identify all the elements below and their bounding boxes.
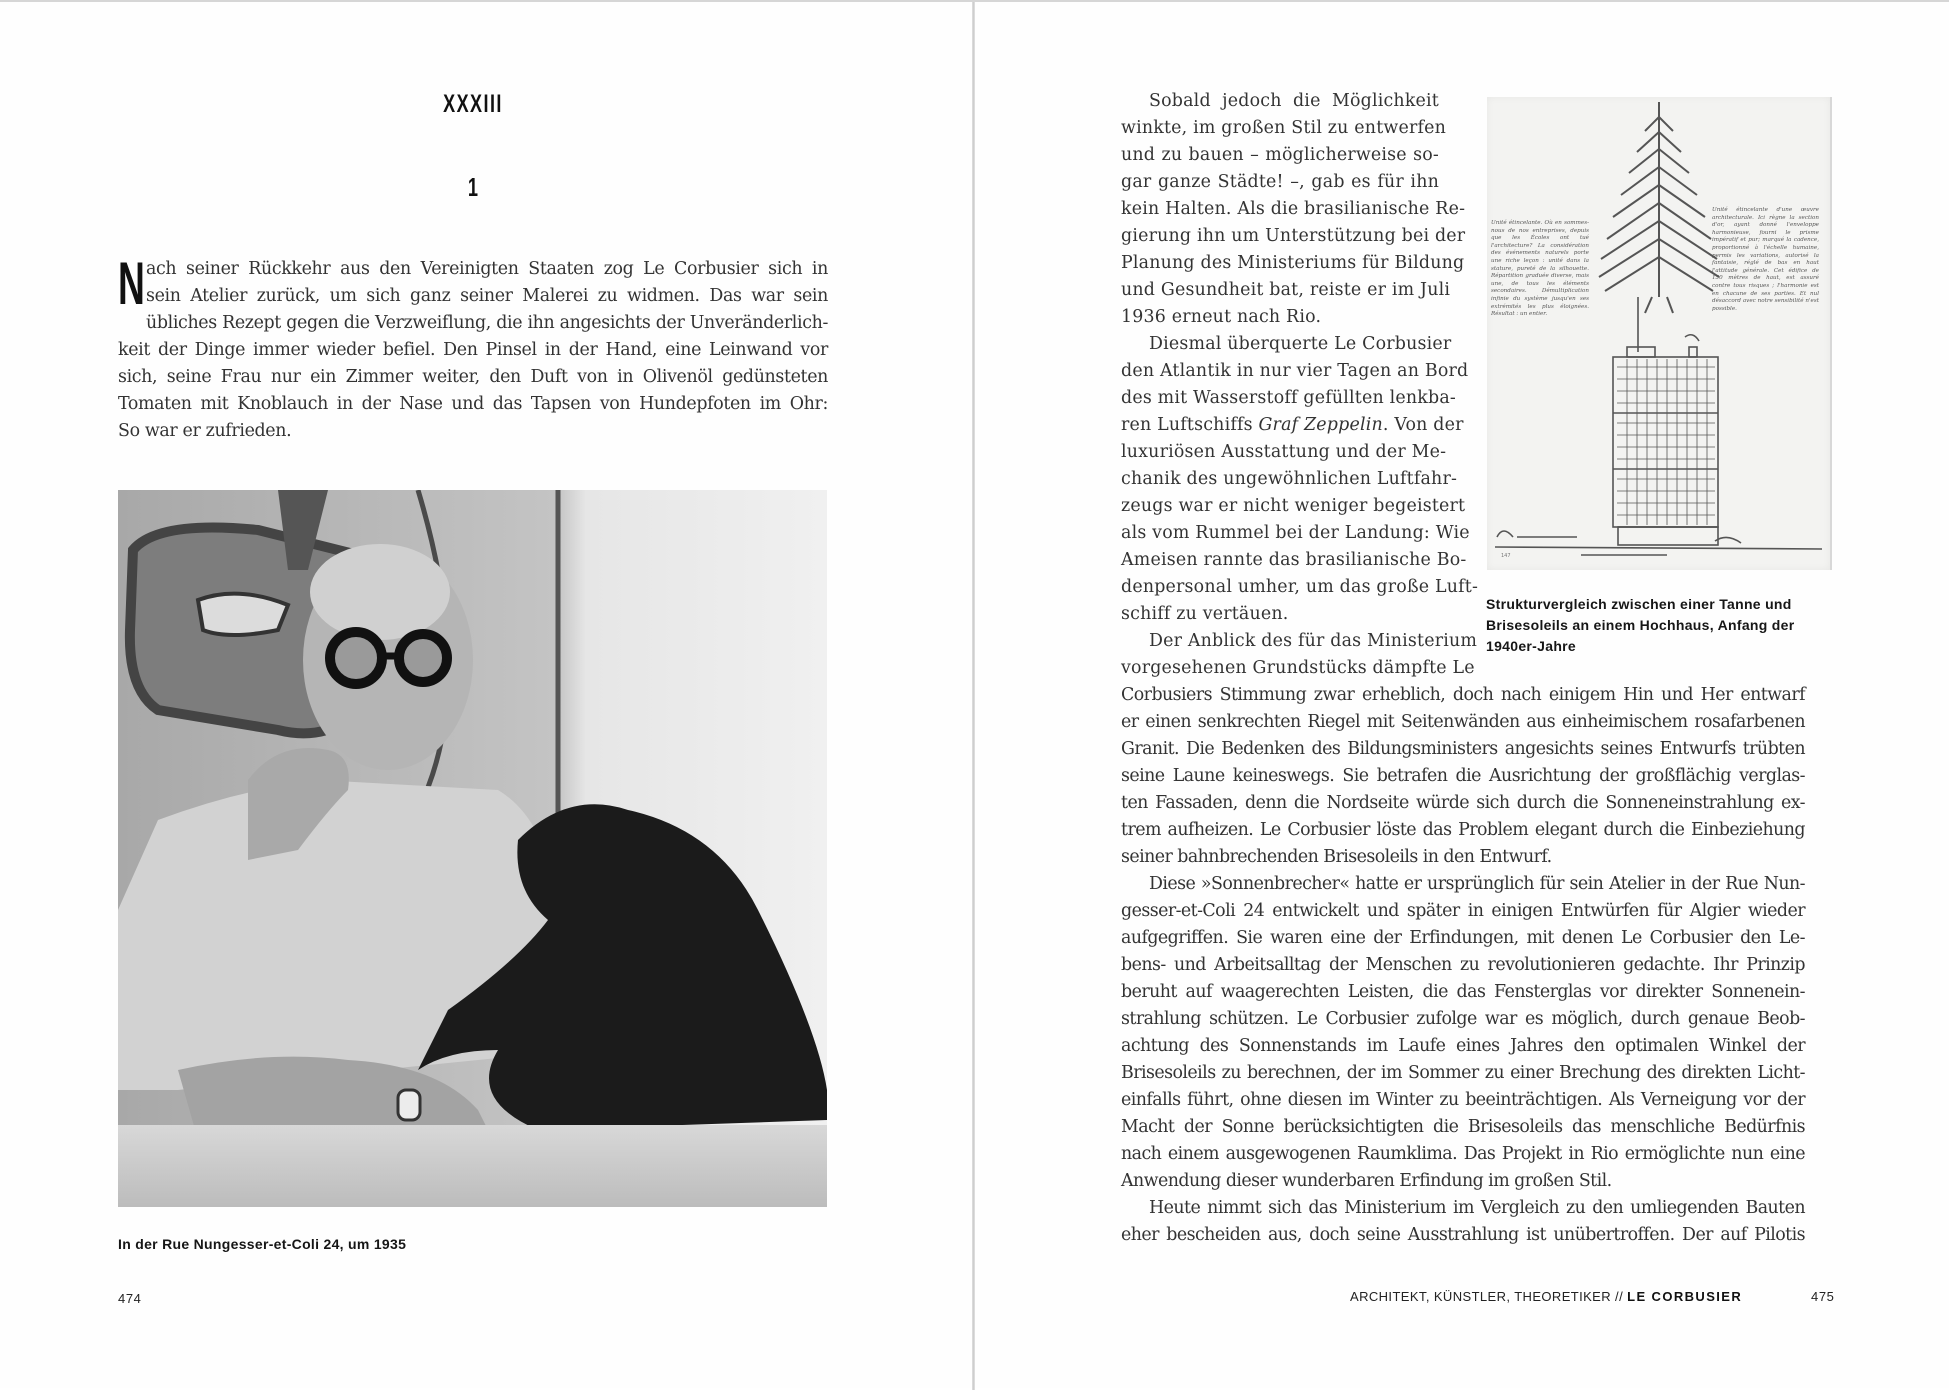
text-line: Brisesoleils zu berechnen, der im Sommer zu einer Brechung des direkten Licht-	[1121, 1063, 1805, 1083]
text-line: gar ganze Städte! –, gab es für ihn	[1121, 172, 1439, 192]
text-line: Der Anblick des für das Ministerium	[1149, 631, 1478, 651]
tree-building-sketch	[1487, 97, 1832, 570]
text-line: ach seiner Rückkehr aus den Vereinigten Staaten zog Le Corbusier sich in	[146, 259, 828, 279]
italic-title: Graf Zeppelin	[1258, 415, 1383, 435]
running-head	[1350, 1289, 1742, 1304]
text-line: So war er zufrieden.	[118, 421, 292, 441]
text-line: zeugs war er nicht weniger begeistert	[1121, 496, 1466, 516]
high-rise-icon	[1495, 297, 1822, 555]
text-line: Sobald jedoch die Möglichkeit	[1149, 91, 1439, 111]
text-line: gierung ihn um Unterstützung bei der	[1121, 226, 1466, 246]
page-number-right: 475	[1811, 1289, 1835, 1304]
text-line: beruht auf waagerechten Leisten, die das Fensterglas vor direkter Sonnenein-	[1121, 982, 1805, 1002]
text-line: luxuriösen Ausstattung und der Me-	[1121, 442, 1447, 462]
wide-column-text	[1121, 682, 1805, 1249]
text-line: strahlung schützen. Le Corbusier zufolge war es möglich, durch genaue Beob-	[1121, 1009, 1805, 1029]
text-line: Diese »Sonnenbrecher« hatte er ursprünglich für sein Atelier in der Rue Nun-	[1149, 874, 1805, 894]
text-line: sich, seine Frau nur ein Zimmer weiter, den Duft von in Olivenöl gedünsteten	[118, 367, 828, 387]
text-line: den Atlantik in nur vier Tagen an Bord	[1121, 361, 1469, 381]
page-number-left: 474	[118, 1291, 142, 1306]
narrow-column-text	[1121, 88, 1479, 682]
text-line: Heute nimmt sich das Ministerium im Vergleich zu den umliegenden Bauten	[1149, 1198, 1805, 1218]
text-line: ren Luftschiffs Graf Zeppelin. Von der	[1121, 415, 1464, 435]
text-line: übliches Rezept gegen die Verzweiflung, die ihn angesichts der Unveränderlich-	[146, 313, 828, 333]
text-line: nach einem ausgewogenen Raumklima. Das Projekt in Rio ermöglichte nun eine	[1121, 1144, 1805, 1164]
fir-tree-icon	[1599, 102, 1719, 313]
text-line: einfalls führt, ohne diesen im Winter zu beeinträchtigen. Als Verneigung vor der	[1121, 1090, 1805, 1110]
section-number: 1	[467, 172, 479, 202]
sketch-drawing	[1487, 97, 1830, 570]
text-line: Ameisen rannte das brasilianische Bo-	[1121, 550, 1467, 570]
text-line: 1936 erneut nach Rio.	[1121, 307, 1322, 327]
text-line: Diesmal überquerte Le Corbusier	[1149, 334, 1452, 354]
text-line: achtung des Sonnenstands im Laufe eines Jahres den optimalen Winkel der	[1121, 1036, 1805, 1056]
text-line: eher bescheiden aus, doch seine Ausstrahlung ist unübertroffen. Der auf Pilotis	[1121, 1225, 1805, 1245]
text-line: vorgesehenen Grundstücks dämpfte Le	[1121, 658, 1475, 678]
opening-paragraph	[118, 250, 828, 445]
text-line: keit der Dinge immer wieder befiel. Den Pinsel in der Hand, eine Leinwand vor	[118, 340, 828, 360]
text-line: bens- und Arbeitsalltag der Menschen zu revolutionieren gedachte. Ihr Prinzip	[1121, 955, 1805, 975]
text-line: er einen senkrechten Riegel mit Seitenwänden aus einheimischem rosafarbenen	[1121, 712, 1805, 732]
text-line: Anwendung dieser wunderbaren Erfindung im großen Stil.	[1121, 1171, 1612, 1191]
text-line: Corbusiers Stimmung zwar erheblich, doch nach einigem Hin und Her entwarf	[1121, 685, 1805, 705]
caption-line: Strukturvergleich zwischen einer Tanne und	[1486, 596, 1792, 612]
text-line: denpersonal umher, um das große Luft-	[1121, 577, 1479, 597]
text-line: winkte, im großen Stil zu entwerfen	[1121, 118, 1446, 138]
plate-number: 147	[1501, 553, 1511, 559]
left-page	[0, 2, 972, 1390]
photo-caption: In der Rue Nungesser-et-Coli 24, um 1935	[118, 1236, 407, 1252]
text-line: Planung des Ministeriums für Bildung	[1121, 253, 1465, 273]
text-line: schiff zu vertäuen.	[1121, 604, 1289, 624]
paragraph-lines	[118, 250, 828, 445]
chapter-number: XXXIII	[443, 90, 503, 118]
sketch-note-left: Unité étincelante. Où en sommes-nous de nos entreprises, depuis que les Écoles ont tué l'architecture? La considération des événements naturels porte une riche leçon : unité dans la stature, pureté de la silhouette. Répartition graduée diverse, mais une, de tous les éléments secondaires. Démultiplication infinie du système jusqu'en ses extrémités les plus éloignées. Résultat : un entier.	[1491, 220, 1589, 318]
running-head-name: LE CORBUSIER	[1627, 1289, 1743, 1304]
text-line: trem aufheizen. Le Corbusier löste das Problem elegant durch die Einbeziehung	[1121, 820, 1805, 840]
text-line: gesser-et-Coli 24 entwickelt und später in einigen Entwürfen für Algier wieder	[1121, 901, 1805, 921]
right-page	[975, 2, 1949, 1390]
drop-cap: N	[118, 250, 145, 317]
text-line: und Gesundheit bat, reiste er im Juli	[1121, 280, 1451, 300]
sketch-note-right: Unité étincelante d'une œuvre architecturale. Ici règne la section d'or, ayant donné l'enveloppe harmonieuse, fourni le prisme impératif et pur; marqué la cadence, proportionné à l'échelle humaine, permis les variations, autorisé la fantaisie, réglé de bas en haut l'attitude générale. Cet édifice de 150 mètres de haut, est assuré contre tous risques ; l'harmonie est en chacune de ses parties. Et nul désaccord avec notre sensibilité n'est possible.	[1712, 207, 1819, 312]
drawing-caption	[1486, 594, 1806, 657]
text-line: Macht der Sonne berücksichtigten die Brisesoleils das menschliche Bedürfnis	[1121, 1117, 1805, 1137]
text-line: seiner bahnbrechenden Brisesoleils in den Entwurf.	[1121, 847, 1552, 867]
running-head-prefix: ARCHITEKT, KÜNSTLER, THEORETIKER //	[1350, 1289, 1624, 1304]
text-line: Tomaten mit Knoblauch in der Nase und das Tapsen von Hundepfoten im Ohr:	[118, 394, 828, 414]
caption-line: 1940er-Jahre	[1486, 638, 1576, 654]
text-line: des mit Wasserstoff gefüllten lenkba-	[1121, 388, 1456, 408]
text-line: Granit. Die Bedenken des Bildungsministers angesichts seines Entwurfs trübten	[1121, 739, 1805, 759]
text-line: sein Atelier zurück, um sich ganz seiner Malerei zu widmen. Das war sein	[146, 286, 828, 306]
text-line: kein Halten. Als die brasilianische Re-	[1121, 199, 1466, 219]
caption-line: Brisesoleils an einem Hochhaus, Anfang der	[1486, 617, 1795, 633]
text-line: ten Fassaden, denn die Nordseite würde sich durch die Sonneneinstrahlung ex-	[1121, 793, 1805, 813]
photo-illustration	[118, 490, 827, 1207]
portrait-photo	[118, 490, 827, 1207]
text-line: und zu bauen – möglicherweise so-	[1121, 145, 1439, 165]
text-line: chanik des ungewöhnlichen Luftfahr-	[1121, 469, 1458, 489]
text-line: als vom Rummel bei der Landung: Wie	[1121, 523, 1470, 543]
text-line: seine Laune keineswegs. Sie betrafen die Ausrichtung der großflächig verglas-	[1121, 766, 1805, 786]
text-line: aufgegriffen. Sie waren eine der Erfindungen, mit denen Le Corbusier den Le-	[1121, 928, 1805, 948]
